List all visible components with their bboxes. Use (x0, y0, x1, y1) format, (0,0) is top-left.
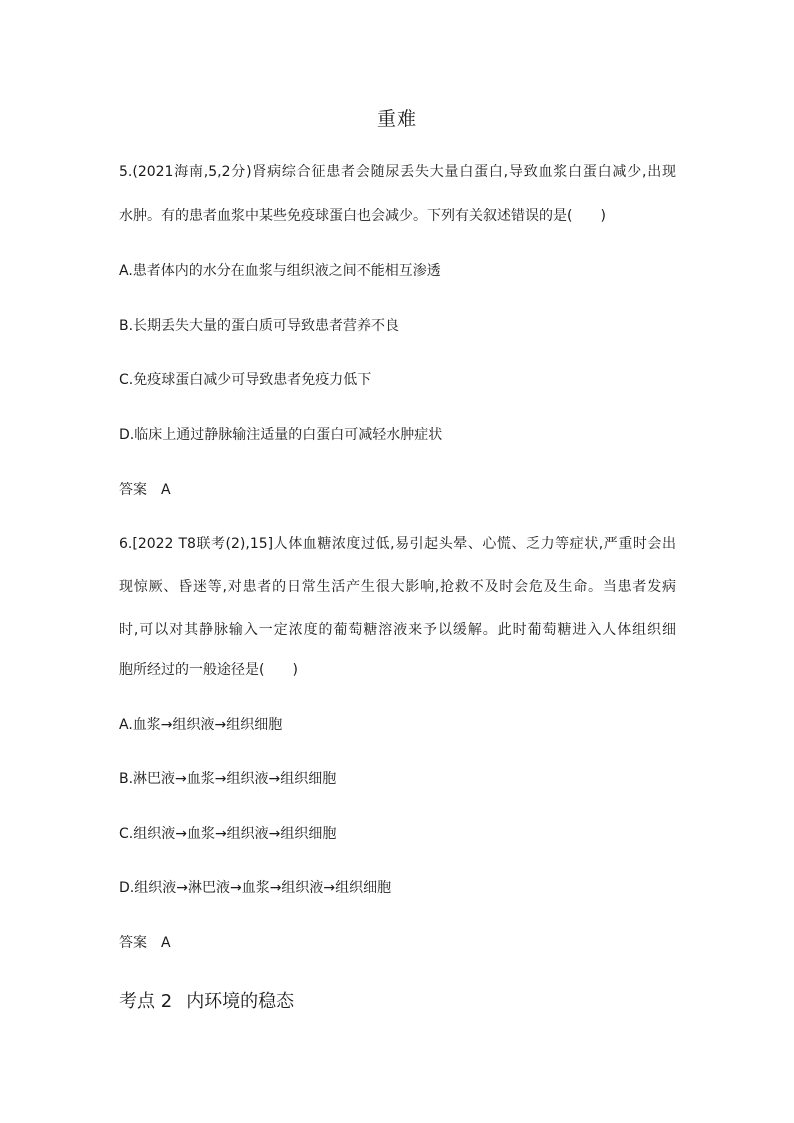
section-name: 内环境的稳态 (186, 991, 295, 1012)
answer-label: 答案 (119, 482, 147, 498)
option-a: A.患者体内的水分在血浆与组织液之间不能相互渗透 (119, 263, 441, 279)
question-6-line-4: 胞所经过的一般途径是( ) (119, 662, 298, 678)
option-d: D.组织液→淋巴液→血浆→组织液→组织细胞 (119, 880, 392, 896)
answer-value: A (161, 482, 171, 498)
answer-label: 答案 (119, 935, 147, 951)
option-d: D.临床上通过静脉输注适量的白蛋白可减轻水肿症状 (119, 427, 443, 443)
option-c: C.组织液→血浆→组织液→组织细胞 (119, 826, 337, 842)
answer-line (119, 933, 171, 953)
section-heading: 重难 (376, 108, 417, 130)
option-a: A.血浆→组织液→组织细胞 (119, 717, 283, 733)
section-number: 考点 2 (119, 991, 173, 1012)
question-6-line-3: 时,可以对其静脉输入一定浓度的葡萄糖溶液来予以缓解。此时葡萄糖进入人体组织细 (119, 622, 676, 638)
answer-line (119, 480, 171, 500)
option-b: B.长期丢失大量的蛋白质可导致患者营养不良 (119, 318, 400, 334)
question-5-line-2: 水肿。有的患者血浆中某些免疫球蛋白也会减少。下列有关叙述错误的是( ) (119, 208, 606, 224)
question-5-line-1: 5.(2021海南,5,2分)肾病综合征患者会随尿丢失大量白蛋白,导致血浆白蛋白减少,出现 (119, 164, 676, 180)
answer-value: A (161, 935, 171, 951)
option-c: C.免疫球蛋白减少可导致患者免疫力低下 (119, 372, 372, 388)
section-title (119, 987, 294, 1013)
question-6-line-1: 6.[2022 T8联考(2),15]人体血糖浓度过低,易引起头晕、心慌、乏力等症状,严重时会出 (119, 536, 676, 552)
option-b: B.淋巴液→血浆→组织液→组织细胞 (119, 771, 337, 787)
question-6-line-2: 现惊厥、昏迷等,对患者的日常生活产生很大影响,抢救不及时会危及生命。当患者发病 (119, 579, 676, 595)
